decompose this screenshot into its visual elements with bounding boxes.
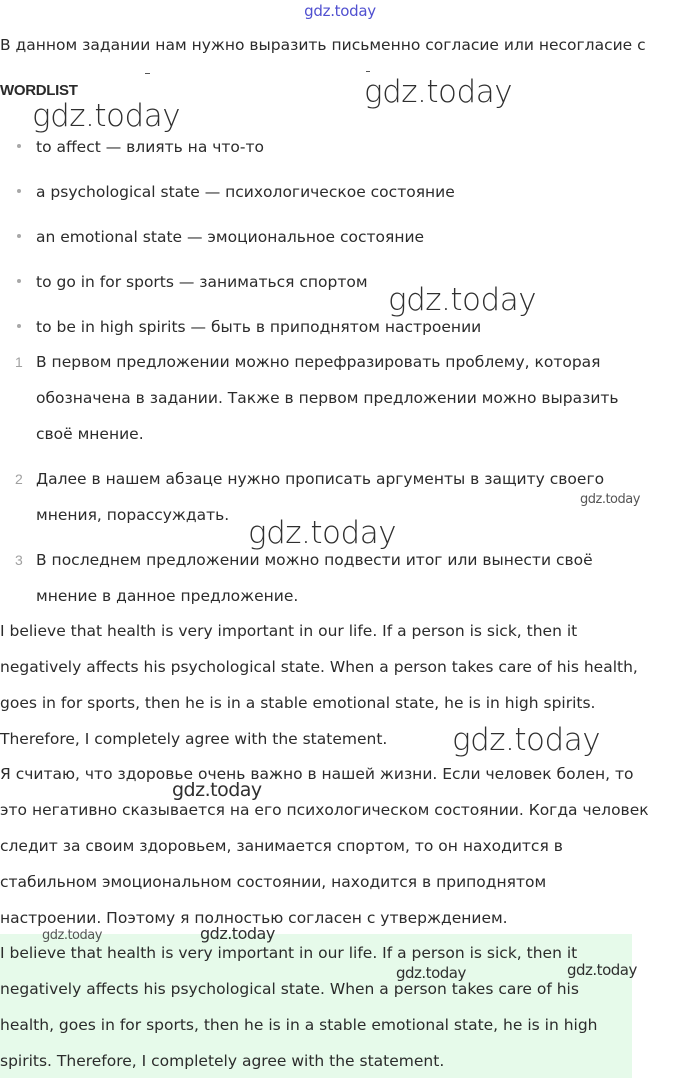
- intro-text: В данном задании нам нужно выразить письменно согласие или несогласие с: [0, 36, 646, 54]
- watermark: gdz.today: [42, 928, 102, 943]
- watermark: gdz.today: [364, 74, 513, 110]
- wordlist-item: to be in high spirits — быть в приподнятом настроении: [36, 318, 482, 336]
- russian-text-line: следит за своим здоровьем, занимается спортом, то он находится в: [0, 837, 563, 855]
- bullet-dot: [17, 234, 21, 238]
- russian-text-line: настроении. Поэтому я полностью согласен с утверждением.: [0, 909, 508, 927]
- watermark: gdz.today: [200, 924, 275, 943]
- watermark: gdz.today: [396, 964, 466, 982]
- watermark: gdz.today: [452, 722, 601, 758]
- russian-text-line: это негативно сказывается на его психологическом состоянии. Когда человек: [0, 801, 649, 819]
- step-line: обозначена в задании. Также в первом предложении можно выразить: [36, 389, 619, 407]
- step-line: мнения, порассуждать.: [36, 506, 230, 524]
- english-text-line: goes in for sports, then he is in a stable emotional state, he is in high spirits.: [0, 694, 596, 712]
- scan-artifact: [366, 71, 370, 72]
- step-number: 3: [15, 552, 23, 568]
- wordlist-item: a psychological state — психологическое состояние: [36, 183, 455, 201]
- russian-text-line: Я считаю, что здоровье очень важно в нашей жизни. Если человек болен, то: [0, 765, 634, 783]
- wordlist-item: an emotional state — эмоциональное состояние: [36, 228, 425, 246]
- bullet-dot: [17, 144, 21, 148]
- bullet-dot: [17, 279, 21, 283]
- step-line: Далее в нашем абзаце нужно прописать аргументы в защиту своего: [36, 470, 605, 488]
- english-text-line: Therefore, I completely agree with the statement.: [0, 730, 388, 748]
- wordlist-item: to go in for sports — заниматься спортом: [36, 273, 368, 291]
- step-number: 2: [15, 471, 23, 487]
- answer-text-line: I believe that health is very important in our life. If a person is sick, then it: [0, 944, 578, 962]
- step-line: своё мнение.: [36, 425, 144, 443]
- step-line: В последнем предложении можно подвести итог или вынести своё: [36, 551, 593, 569]
- bullet-dot: [17, 189, 21, 193]
- scan-artifact: [145, 73, 150, 74]
- watermark: gdz.today: [388, 282, 537, 318]
- step-number: 1: [15, 354, 23, 370]
- top-watermark: gdz.today: [304, 2, 376, 20]
- english-text-line: negatively affects his psychological state. When a person takes care of his health,: [0, 658, 638, 676]
- watermark: gdz.today: [172, 779, 262, 801]
- answer-text-line: health, goes in for sports, then he is in a stable emotional state, he is in high: [0, 1016, 598, 1034]
- english-text-line: I believe that health is very important in our life. If a person is sick, then it: [0, 622, 578, 640]
- russian-text-line: стабильном эмоциональном состоянии, находится в приподнятом: [0, 873, 547, 891]
- step-line: мнение в данное предложение.: [36, 587, 299, 605]
- watermark: gdz.today: [248, 515, 397, 551]
- watermark: gdz.today: [567, 961, 637, 979]
- answer-text-line: spirits. Therefore, I completely agree with the statement.: [0, 1052, 445, 1070]
- answer-text-line: negatively affects his psychological state. When a person takes care of his: [0, 980, 579, 998]
- watermark: gdz.today: [32, 98, 181, 134]
- wordlist-heading: WORDLIST: [0, 82, 78, 99]
- step-line: В первом предложении можно перефразировать проблему, которая: [36, 353, 601, 371]
- watermark: gdz.today: [580, 492, 640, 507]
- bullet-dot: [17, 324, 21, 328]
- wordlist-item: to affect — влиять на что-то: [36, 138, 265, 156]
